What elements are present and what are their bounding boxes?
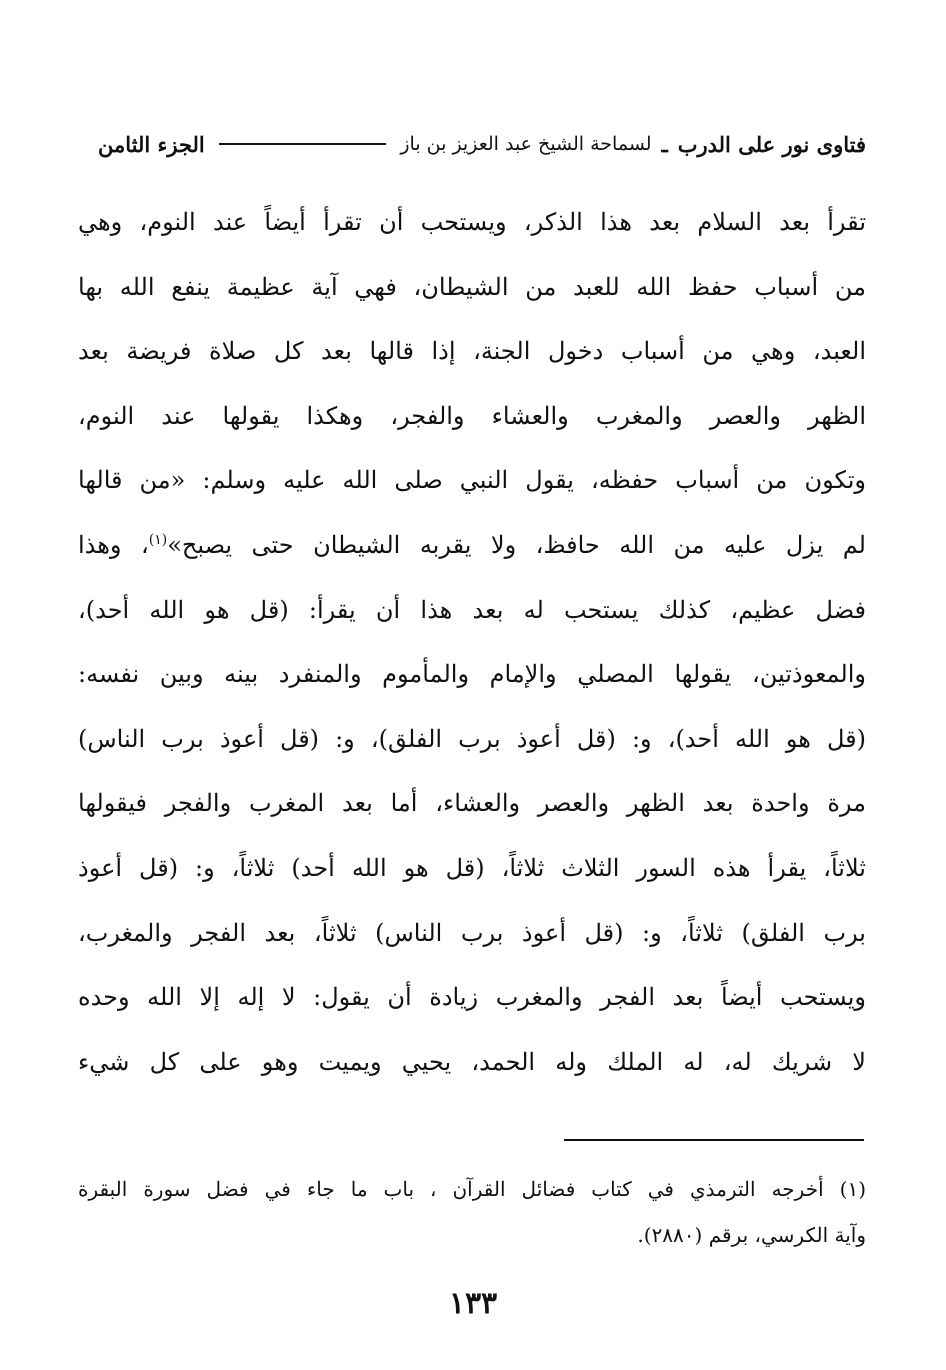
footnote <box>78 1166 866 1258</box>
text-line-5: وتكون من أسباب حفظه، يقول النبي صلى الله عليه وسلم: «من قالها <box>78 466 866 495</box>
header-rule <box>219 143 387 145</box>
text-line-10: مرة واحدة بعد الظهر والعصر والعشاء، أما بعد المغرب والفجر فيقولها <box>78 789 866 818</box>
text-line-11: ثلاثاً، يقرأ هذه السور الثلاث ثلاثاً، (قل هو الله أحد) ثلاثاً، و: (قل أعوذ <box>78 853 866 882</box>
header-separator: ـ <box>661 131 668 157</box>
author-name: لسماحة الشيخ عبد العزيز بن باز <box>400 133 652 155</box>
text-line-13: ويستحب أيضاً بعد الفجر والمغرب زيادة أن يقول: لا إله إلا الله وحده <box>78 983 866 1012</box>
main-text <box>78 190 866 1094</box>
text-line-12: برب الفلق) ثلاثاً، و: (قل أعوذ برب الناس) ثلاثاً، بعد الفجر والمغرب، <box>78 918 866 947</box>
text-line-6 <box>78 513 866 578</box>
footnote-line-2: وآية الكرسي، برقم (٢٨٨٠). <box>637 1223 866 1247</box>
text-line-14: لا شريك له، له الملك وله الحمد، يحيي ويميت وهو على كل شيء <box>78 1047 866 1076</box>
volume-part: الجزء الثامن <box>98 131 205 157</box>
text-line-9: (قل هو الله أحد)، و: (قل أعوذ برب الفلق)، و: (قل أعوذ برب الناس) <box>78 724 867 753</box>
footnote-rule <box>564 1139 864 1141</box>
text-line-6-start: لم يزل عليه من الله حافظ، ولا يقربه الشيطان حتى يصبح» <box>167 530 866 559</box>
text-line-3: العبد، وهي من أسباب دخول الجنة، إذا قالها بعد كل صلاة فريضة بعد <box>78 337 866 366</box>
text-line-2: من أسباب حفظ الله للعبد من الشيطان، فهي آية عظيمة ينفع الله بها <box>78 272 866 301</box>
running-header <box>98 124 866 164</box>
page-number: ١٣٣ <box>448 1286 498 1321</box>
book-title: فتاوى نور على الدرب <box>677 131 866 157</box>
text-line-7: فضل عظيم، كذلك يستحب له بعد هذا أن يقرأ: (قل هو الله أحد)، <box>78 595 866 624</box>
footnote-line-1: (١) أخرجه الترمذي في كتاب فضائل القرآن ، باب ما جاء في فضل سورة البقرة <box>78 1177 866 1201</box>
footnote-marker[interactable]: (١) <box>148 531 168 548</box>
text-line-8: والمعوذتين، يقولها المصلي والإمام والمأموم والمنفرد بينه وبين نفسه: <box>78 660 866 689</box>
text-line-1: تقرأ بعد السلام بعد هذا الذكر، ويستحب أن تقرأ أيضاً عند النوم، وهي <box>78 208 866 236</box>
text-line-6-end: ، وهذا <box>78 530 149 559</box>
text-line-4: الظهر والعصر والمغرب والعشاء والفجر، وهكذا يقولها عند النوم، <box>78 401 866 430</box>
